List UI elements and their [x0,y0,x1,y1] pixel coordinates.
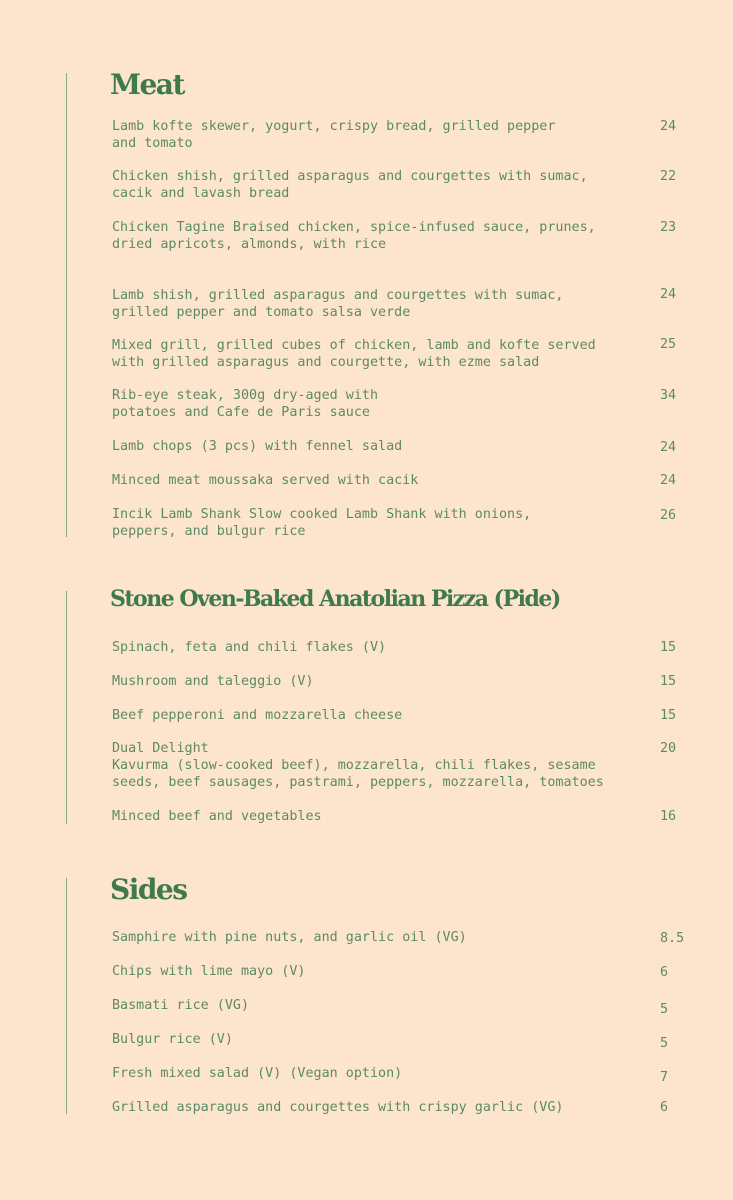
menu-item-price: 15 [660,708,677,723]
menu-item-description: Lamb shish, grilled asparagus and courgettes with sumac, grilled pepper and tomato salsa verde [112,288,564,320]
menu-item-price: 6 [660,965,669,980]
menu-item-price: 34 [660,388,677,403]
menu-item-description: Dual Delight Kavurma (slow-cooked beef), mozzarella, chili flakes, sesame seeds, beef sausages, pastrami, peppers, mozzarella, tomatoes [112,741,604,790]
menu-item-price: 7 [660,1070,669,1085]
section-sides [66,873,685,1115]
menu-item-description: Spinach, feta and chili flakes (V) [112,640,387,655]
menu-item-description: Beef pepperoni and mozzarella cheese [112,708,403,723]
menu-item-price: 15 [660,640,677,655]
menu-item-description: Chips with lime mayo (V) [112,964,306,979]
menu-item-description: Lamb kofte skewer, yogurt, crispy bread, grilled pepper and tomato [112,119,556,151]
menu-item-price: 24 [660,119,677,134]
section-title: Stone Oven-Baked Anatolian Pizza (Pide) [110,586,560,612]
menu-item-price: 15 [660,674,677,689]
menu-item-description: Samphire with pine nuts, and garlic oil (VG) [112,930,467,945]
section-title: Sides [110,873,187,906]
menu-item-description: Mushroom and taleggio (V) [112,674,314,689]
menu-item-price: 16 [660,809,677,824]
menu-item-description: Minced meat moussaka served with cacik [112,473,419,488]
menu-item-description: Mixed grill, grilled cubes of chicken, lamb and kofte served with grilled asparagus and courgette, with ezme salad [112,338,596,370]
menu-item-price: 23 [660,220,677,235]
menu-item-description: Grilled asparagus and courgettes with crispy garlic (VG) [112,1100,564,1115]
menu-item-price: 5 [660,1002,669,1017]
menu-item-price: 26 [660,508,677,523]
menu-item-price: 24 [660,440,677,455]
menu-item-description: Rib-eye steak, 300g dry-aged with potatoes and Cafe de Paris sauce [112,388,379,420]
section-pide [66,586,677,824]
menu-item-price: 24 [660,287,677,302]
menu-item-price: 22 [660,169,677,184]
menu-item-description: Lamb chops (3 pcs) with fennel salad [112,439,403,454]
menu-item-price: 24 [660,473,677,488]
menu-item-description: Minced beef and vegetables [112,809,322,824]
menu-item-description: Fresh mixed salad (V) (Vegan option) [112,1066,403,1081]
section-title: Meat [110,68,184,101]
menu-item-price: 25 [660,337,677,352]
menu-item-description: Chicken Tagine Braised chicken, spice-infused sauce, prunes, dried apricots, almonds, with rice [112,220,596,252]
menu-item-price: 5 [660,1036,669,1051]
menu-item-description: Bulgur rice (V) [112,1032,233,1047]
menu-item-price: 6 [660,1100,669,1115]
menu-item-price: 20 [660,741,677,756]
menu-item-price: 8.5 [660,931,685,946]
menu-item-description: Chicken shish, grilled asparagus and courgettes with sumac, cacik and lavash bread [112,169,588,201]
menu-item-description: Basmati rice (VG) [112,998,250,1013]
menu-item-description: Incik Lamb Shank Slow cooked Lamb Shank with onions, peppers, and bulgur rice [112,507,532,539]
section-meat [66,68,677,539]
